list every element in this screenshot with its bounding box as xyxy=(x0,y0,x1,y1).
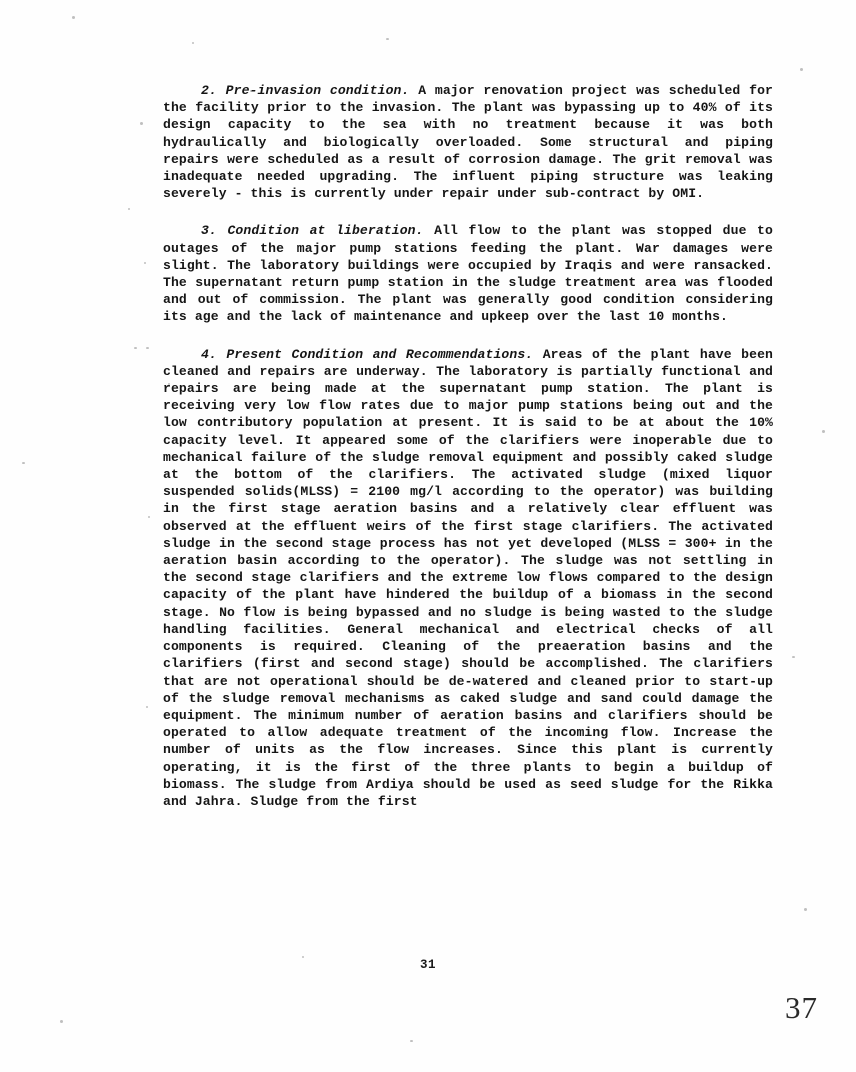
paragraph-heading: Present Condition and Recommendations. xyxy=(226,346,534,362)
document-body xyxy=(163,82,773,810)
paragraph-text: All flow to the plant was stopped due to outages of the major pump stations feeding the plant. War damages were slight. The laboratory buildings were occupied by Iraqis and were ransacked. The supernatant return pump station in the sludge treatment area was flooded and out of commission. The plant was generally good condition considering its age and the lack of maintenance and upkeep over the last 10 months. xyxy=(163,223,773,325)
scan-speck xyxy=(822,430,825,433)
paragraph-text: Areas of the plant have been cleaned and repairs are underway. The laboratory is partially functional and repairs are being made at the supernatant pump station. The plant is receiving very low flow rates due to major pump stations being out and the low contributory population at present. It is said to be at about the 10% capacity level. It appeared some of the clarifiers were inoperable due to mechanical failure of the sludge removal equipment and possibly caked sludge at the bottom of the clarifiers. The activated sludge (mixed liquor suspended solids(MLSS) = 2100 mg/l according to the operator) was building in the first stage aeration basins and a relatively clear effluent was observed at the effluent weirs of the first stage clarifiers. The activated sludge in the second stage process has not yet developed (MLSS = 300+ in the aeration basin according to the operator). The sludge was not settling in the second stage clarifiers and the extreme low flows compared to the design capacity of the plant have hindered the buildup of a biomass in the second stage. No flow is being bypassed and no sludge is being wasted to the sludge handling facilities. General mechanical and electrical checks of all components is required. Cleaning of the preaeration basins and the clarifiers (first and second stage) should be accomplished. The clarifiers that are not operational should be de-watered and cleaned prior to start-up of the sludge removal mechanisms as caked sludge and sand could damage the equipment. The minimum number of aeration basins and clarifiers should be operated to allow adequate treatment of the incoming flow. Increase the number of units as the flow increases. Since this plant is currently operating, it is the first of the three plants to begin a buildup of biomass. The sludge from Ardiya should be used as seed sludge for the Rikka and Jahra. Sludge from the first xyxy=(163,346,773,809)
archive-stamp-number: 37 xyxy=(785,990,818,1025)
page-number: 31 xyxy=(419,958,436,972)
scan-speck xyxy=(22,462,25,464)
scan-speck xyxy=(410,1040,413,1042)
paragraph-4 xyxy=(163,346,773,810)
scan-speck xyxy=(792,656,795,658)
scan-speck xyxy=(140,122,143,125)
scan-speck xyxy=(60,1020,63,1023)
scan-speck xyxy=(386,38,389,40)
scan-speck xyxy=(800,68,803,71)
scan-speck xyxy=(804,908,807,911)
scan-speck xyxy=(192,42,194,44)
paragraph-text: A major renovation project was scheduled for the facility prior to the invasion. The plant was bypassing up to 40% of its design capacity to the sea with no treatment because it was both hydraulically and biologically overloaded. Some structural and piping repairs were scheduled as a result of corrosion damage. The grit removal was inadequate needed upgrading. The influent piping structure was leaking severely - this is currently under repair under sub-contract by OMI. xyxy=(163,83,773,202)
paragraph-number: 4. xyxy=(201,346,217,362)
paragraph-number: 3. xyxy=(201,223,217,239)
paragraph-number: 2. xyxy=(201,83,217,98)
paragraph-heading: Pre-invasion condition. xyxy=(225,83,410,98)
paragraph-heading: Condition at liberation. xyxy=(227,223,424,239)
scan-speck xyxy=(146,706,148,708)
paragraph-3 xyxy=(163,222,773,325)
scan-speck xyxy=(134,347,137,349)
scan-speck xyxy=(146,347,149,349)
scan-speck xyxy=(148,516,150,518)
scan-speck xyxy=(144,262,146,264)
scan-speck xyxy=(128,208,130,210)
paragraph-2 xyxy=(163,82,773,202)
scan-speck xyxy=(72,16,75,19)
